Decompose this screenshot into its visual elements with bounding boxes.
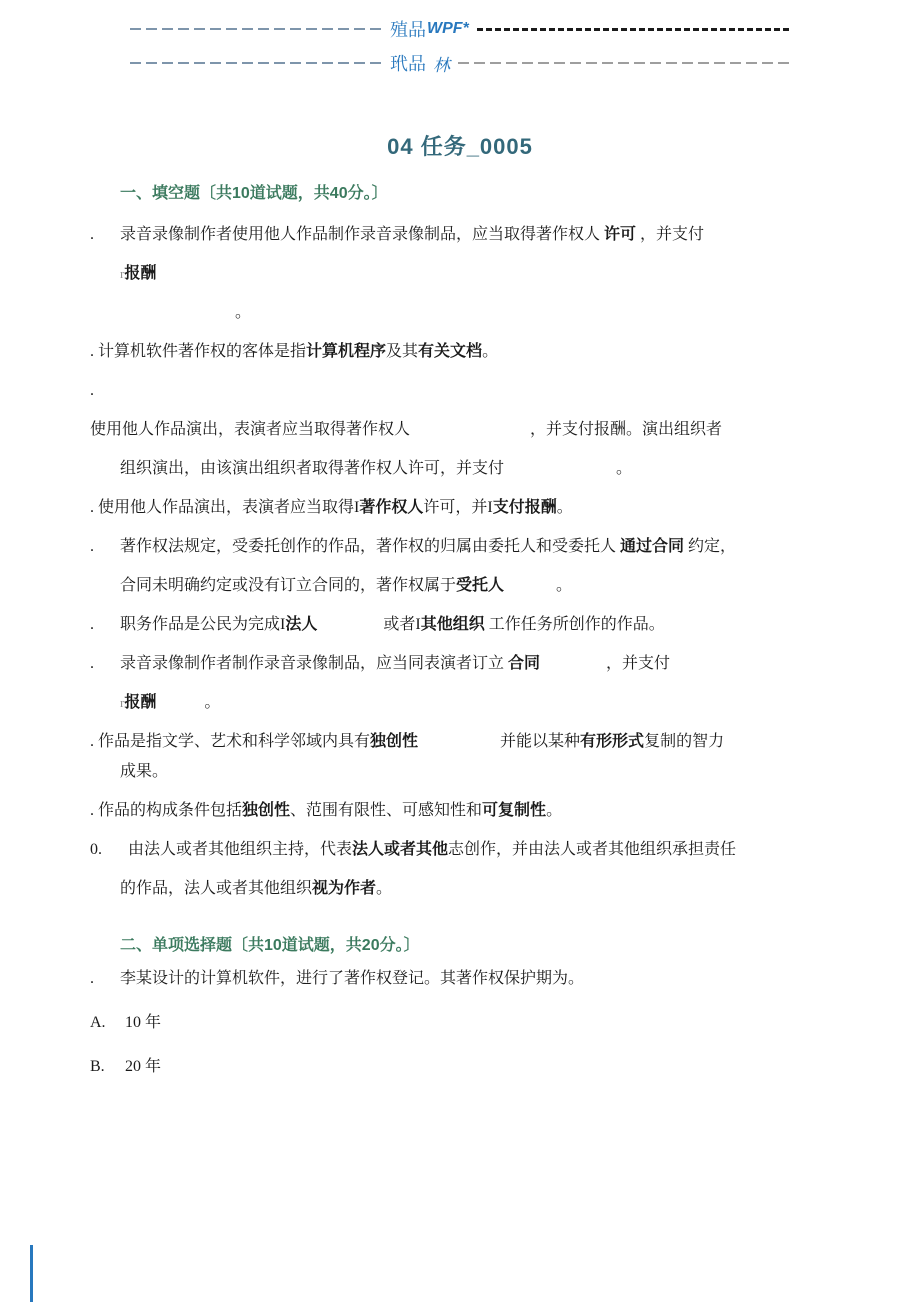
question-line — [90, 797, 850, 824]
question-text: 复制的智力 — [644, 733, 725, 750]
question-text: 由法人或者其他组织主持，代表 — [128, 841, 353, 858]
option-row-a — [90, 1009, 920, 1036]
question-text: 。 — [482, 343, 499, 360]
option-text-b: 20 年 — [125, 1058, 162, 1075]
question-number: . — [90, 970, 94, 987]
question-text: 的作品，法人或者其他组织 — [120, 880, 313, 897]
answer-text: 法人或者其他 — [352, 841, 449, 858]
answer-blank — [504, 472, 616, 473]
question-text: 。 — [235, 304, 252, 321]
question-text: 使用他人作品演出，表演者应当取得著作权人 — [90, 421, 411, 438]
question-text: 或者I — [383, 616, 421, 633]
question-text: 及其 — [386, 343, 419, 360]
answer-text: 报酬 — [124, 694, 157, 711]
answer-text: 通过合同 — [620, 538, 685, 555]
question-line — [90, 758, 850, 785]
document-header — [130, 0, 790, 76]
answer-text: 报酬 — [124, 265, 157, 282]
page-title: 04 任务_0005 — [387, 134, 533, 159]
question-text: 合同未明确约定或没有订立合同的，著作权属于 — [120, 577, 457, 594]
section1-heading: 一、填空题〔共10道试题，共40分。〕 — [120, 185, 388, 202]
question-text: 约定， — [684, 538, 737, 555]
question-text: ，并支付 — [606, 655, 671, 672]
question-line — [90, 221, 850, 248]
question-text: 著作权法规定，受委托创作的作品，著作权的归属由委托人和受委托人 — [120, 538, 621, 555]
question-number: . — [90, 226, 94, 243]
question-line — [90, 611, 850, 638]
answer-blank — [410, 433, 530, 434]
question-block — [90, 728, 850, 785]
answer-text: 计算机程序 — [306, 343, 387, 360]
question-line — [90, 338, 850, 365]
option-text-a: 10 年 — [125, 1014, 162, 1031]
header-line-2 — [130, 50, 790, 76]
question-text: 。 — [556, 577, 573, 594]
question-text: 成果。 — [120, 763, 169, 780]
header-line-1 — [130, 16, 790, 42]
header-cjk-text-2: 玳品 — [390, 54, 426, 74]
question-text: 职务作品是公民为完成I — [120, 616, 286, 633]
question-line — [90, 260, 850, 287]
question-text: 录音录像制作者制作录音录像制品，应当同表演者订立 — [120, 655, 509, 672]
question-line — [90, 455, 850, 482]
question-text: 组织演出，由该演出组织者取得著作权人许可，并支付 — [120, 460, 505, 477]
question-block — [90, 611, 850, 638]
question-text: 工作任务所创作的作品。 — [484, 616, 665, 633]
question-line — [90, 728, 850, 755]
question-block — [90, 494, 850, 521]
question-block — [90, 650, 850, 716]
section2-heading: 二、单项选择题〔共10道试题，共20分。〕 — [120, 937, 420, 954]
dashed-rule-icon — [458, 62, 790, 64]
answer-text: 著作权人 — [359, 499, 424, 516]
question-block — [90, 836, 850, 902]
question-text: 志创作，并由法人或者其他组织承担责任 — [448, 841, 737, 858]
question-number: . — [90, 538, 94, 555]
question-line — [90, 533, 850, 560]
option-label-a: A. — [90, 1014, 106, 1031]
question-text: r — [120, 266, 125, 281]
question-text: 并能以某种 — [500, 733, 581, 750]
header-brand-text: WPF* — [427, 20, 469, 37]
question-text: . — [90, 382, 94, 399]
answer-text: 有关文档 — [418, 343, 483, 360]
answer-blank — [156, 706, 204, 707]
question-line — [90, 875, 850, 902]
answer-blank — [504, 589, 556, 590]
dotted-rule-icon — [477, 28, 790, 31]
question-block — [90, 377, 850, 482]
answer-text: 法人 — [285, 616, 318, 633]
answer-text: 其他组织 — [420, 616, 485, 633]
dashed-rule-icon — [130, 28, 386, 30]
dashed-rule-icon — [130, 62, 386, 64]
answer-blank — [418, 745, 500, 746]
question-text: 。 — [616, 460, 633, 477]
option-row-b — [90, 1053, 920, 1080]
question-line — [90, 494, 850, 521]
question-text: 。 — [376, 880, 393, 897]
answer-text: 独创性 — [242, 802, 291, 819]
answer-text: 许可 — [604, 226, 637, 243]
question-number: 0. — [90, 841, 102, 858]
answer-text: 合同 — [508, 655, 541, 672]
answer-text: 独创性 — [370, 733, 419, 750]
question-line — [90, 836, 850, 863]
question-text: ，并支付 — [636, 226, 705, 243]
question-line — [90, 377, 850, 404]
question-line — [90, 416, 850, 443]
option-label-b: B. — [90, 1058, 105, 1075]
question-line — [90, 572, 850, 599]
answer-text: 受托人 — [456, 577, 505, 594]
question-block — [90, 221, 850, 326]
question-text: 李某设计的计算机软件，进行了著作权登记。其著作权保护期为。 — [120, 970, 585, 987]
question-line — [90, 965, 850, 992]
question-text: . 作品是指文学、艺术和科学邻域内具有 — [90, 733, 371, 750]
question-block — [90, 338, 850, 365]
bottom-left-blue-line — [30, 1245, 33, 1302]
question-text: 。 — [204, 694, 221, 711]
question-text: 。 — [556, 499, 573, 516]
question-number: . — [90, 655, 94, 672]
question-text: 录音录像制作者使用他人作品制作录音录像制品，应当取得著作权人 — [120, 226, 605, 243]
question-block — [90, 797, 850, 824]
answer-text: 可复制性 — [482, 802, 547, 819]
answer-blank — [317, 628, 383, 629]
answer-text: 支付报酬 — [492, 499, 557, 516]
question-text: 、范围有限性、可感知性和 — [290, 802, 483, 819]
question-line — [90, 650, 850, 677]
question-block — [90, 533, 850, 599]
question-text: r — [120, 695, 125, 710]
question-line — [90, 689, 850, 716]
question-text: 许可，并I — [423, 499, 493, 516]
fill-blank-questions — [90, 221, 850, 902]
question-text: . 使用他人作品演出，表演者应当取得I — [90, 499, 360, 516]
answer-blank — [540, 667, 606, 668]
answer-text: 视为作者 — [312, 880, 377, 897]
answer-text: 有形形式 — [580, 733, 645, 750]
choice-question — [90, 965, 850, 992]
question-text: . 计算机软件著作权的客体是指 — [90, 343, 307, 360]
answer-blank — [120, 316, 235, 317]
question-text: 。 — [546, 802, 563, 819]
header-cjk-text-1: 殖品 — [390, 20, 426, 40]
question-text: . 作品的构成条件包括 — [90, 802, 243, 819]
header-signature-text: 林 — [433, 55, 450, 75]
question-number: . — [90, 616, 94, 633]
question-text: ，并支付报酬。演出组织者 — [530, 421, 723, 438]
question-line — [90, 299, 850, 326]
